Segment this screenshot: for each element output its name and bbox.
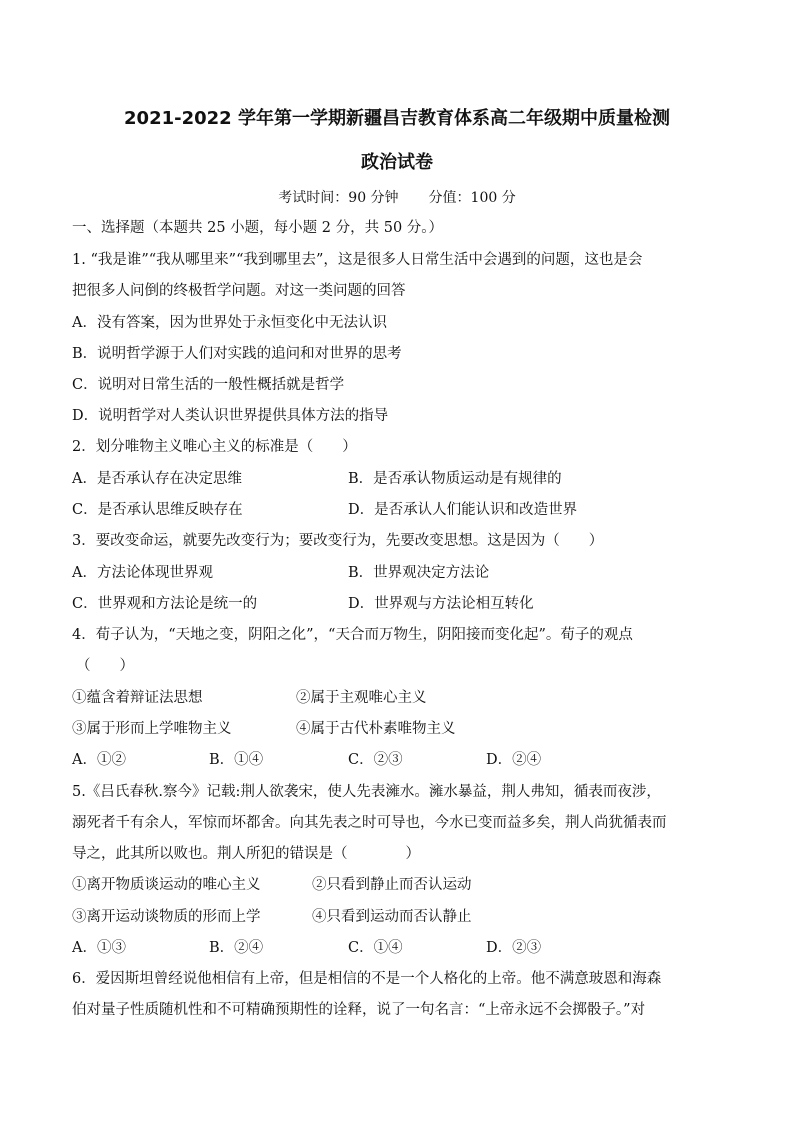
q5-option-a: A．①③ — [72, 940, 126, 956]
q4-option-b: B．①④ — [209, 752, 264, 768]
exam-title: 2021-2022 学年第一学期新疆昌吉教育体系高二年级期中质量检测 — [124, 108, 670, 129]
q1-stem-line-1: 1. “我是谁”“我从哪里来”“我到哪里去”，这是很多人日常生活中会遇到的问题，这也是会 — [72, 252, 643, 268]
exam-score: 分值：100 分 — [428, 190, 516, 206]
q4-stem-line-2: （ ） — [76, 658, 134, 674]
q2-option-d: D．是否承认人们能认识和改造世界 — [348, 502, 578, 518]
q1-option-a: A．没有答案，因为世界处于永恒变化中无法认识 — [72, 315, 387, 331]
q4-statement-3: ③属于形而上学唯物主义 — [72, 721, 232, 737]
q3-option-d: D．世界观与方法论相互转化 — [348, 596, 534, 612]
q5-option-d: D．②③ — [486, 940, 542, 956]
q3-stem: 3．要改变命运，就要先改变行为；要改变行为，先要改变思想。这是因为（ ） — [72, 533, 604, 549]
q4-statement-1: ①蕴含着辩证法思想 — [72, 690, 203, 706]
q5-statement-2: ②只看到静止而否认运动 — [312, 877, 472, 893]
q2-stem: 2．划分唯物主义唯心主义的标准是（ ） — [72, 439, 357, 455]
q5-option-b: B．②④ — [209, 940, 264, 956]
q4-option-c: C．②③ — [348, 752, 403, 768]
q1-option-d: D．说明哲学对人类认识世界提供具体方法的指导 — [72, 408, 389, 424]
q3-option-c: C．世界观和方法论是统一的 — [72, 596, 258, 612]
q5-stem-line-3: 导之，此其所以败也。荆人所犯的错误是（ ） — [72, 846, 420, 862]
q4-statement-4: ④属于古代朴素唯物主义 — [296, 721, 456, 737]
q1-stem-line-2: 把很多人问倒的终极哲学问题。对这一类问题的回答 — [72, 283, 406, 299]
q5-statement-1: ①离开物质谈运动的唯心主义 — [72, 877, 261, 893]
q3-option-b: B．世界观决定方法论 — [348, 565, 490, 581]
q2-option-c: C．是否承认思维反映存在 — [72, 502, 243, 518]
q1-option-b: B．说明哲学源于人们对实践的追问和对世界的思考 — [72, 346, 402, 362]
q3-option-a: A．方法论体现世界观 — [72, 565, 213, 581]
exam-subtitle: 政治试卷 — [361, 152, 433, 173]
q4-option-a: A．①② — [72, 752, 126, 768]
q4-statement-2: ②属于主观唯心主义 — [296, 690, 427, 706]
exam-time: 考试时间：90 分钟 — [278, 190, 399, 206]
q5-stem-line-1: 5.《吕氏春秋.察今》记载:荆人欲袭宋，使人先表澭水。澭水暴益，荆人弗知，循表而夜涉， — [72, 784, 661, 800]
q6-stem-line-2: 伯对量子性质随机性和不可精确预期性的诠释，说了一句名言：“上帝永远不会掷骰子。”对 — [72, 1002, 646, 1018]
exam-meta — [0, 187, 794, 207]
q5-statement-3: ③离开运动谈物质的形而上学 — [72, 909, 261, 925]
q5-statement-4: ④只看到运动而否认静止 — [312, 909, 472, 925]
q4-option-d: D．②④ — [486, 752, 542, 768]
q1-option-c: C．说明对日常生活的一般性概括就是哲学 — [72, 377, 345, 393]
q6-stem-line-1: 6．爱因斯坦曾经说他相信有上帝，但是相信的不是一个人格化的上帝。他不满意玻恩和海森 — [72, 971, 662, 987]
section-heading: 一、选择题（本题共 25 小题，每小题 2 分，共 50 分。） — [72, 220, 444, 236]
q5-stem-line-2: 溺死者千有余人，军惊而坏都舍。向其先表之时可导也，今水已变而益多矣，荆人尚犹循表而 — [72, 815, 667, 831]
q4-stem-line-1: 4．荀子认为，“天地之变，阴阳之化”，“天合而万物生，阴阳接而变化起”。荀子的观点 — [72, 627, 633, 643]
q5-option-c: C．①④ — [348, 940, 403, 956]
q2-option-b: B．是否承认物质运动是有规律的 — [348, 471, 562, 487]
q2-option-a: A．是否承认存在决定思维 — [72, 471, 242, 487]
